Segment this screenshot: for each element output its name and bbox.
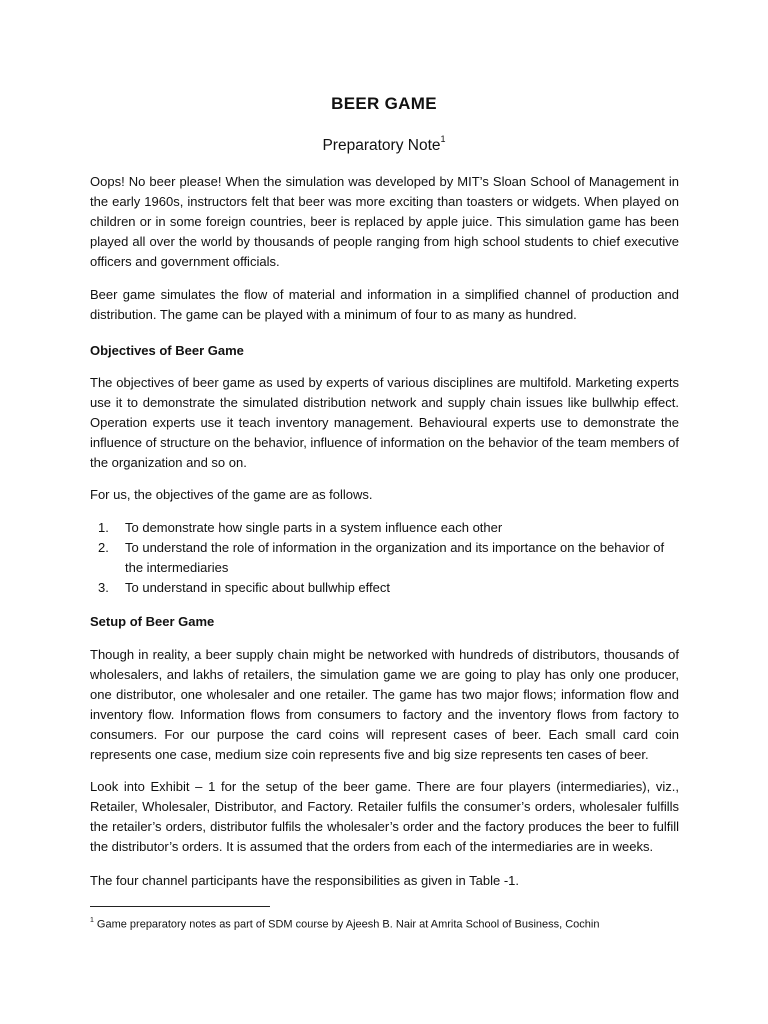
list-item [90,518,679,538]
list-item-number: 2. [98,540,109,555]
footnote-reference: 1 [440,134,446,144]
list-item [90,578,679,598]
document-title: BEER GAME [331,94,437,113]
document-subtitle [0,136,768,155]
objectives-intro-paragraph: For us, the objectives of the game are as follows. [90,487,373,502]
list-item-number: 1. [98,520,109,535]
subtitle-text: Preparatory Note [322,137,441,155]
table-reference-paragraph: The four channel participants have the responsibilities as given in Table -1. [90,873,520,888]
intro-paragraph: Oops! No beer please! When the simulation was developed by MIT’s Sloan School of Management in the early 1960s, instructors felt that beer was more exciting than toasters or widgets. When played on children or in some foreign countries, beer is replaced by apple juice. This simulation game has been played all over the world by thousands of people ranging from high school students to chief executive officers and government officials. [90,174,679,269]
exhibit-paragraph: Look into Exhibit – 1 for the setup of the beer game. There are four players (intermediaries), viz., Retailer, Wholesaler, Distributor, and Factory. Retailer fulfils the consumer’s orders, wholesaler fulfills the retailer’s orders, distributor fulfils the wholesaler’s order and the factory produces the beer to fulfill the distributor’s orders. It is assumed that the orders from each of the intermediaries are in weeks. [90,779,679,854]
list-item [90,538,679,578]
list-item-text: To understand in specific about bullwhip effect [125,580,390,595]
footnote [90,914,690,933]
list-item-number: 3. [98,580,109,595]
objectives-heading: Objectives of Beer Game [90,343,244,358]
footnote-text: Game preparatory notes as part of SDM course by Ajeesh B. Nair at Amrita School of Business, Cochin [96,918,600,931]
objectives-paragraph: The objectives of beer game as used by experts of various disciplines are multifold. Marketing experts use it to demonstrate the simulated distribution network and supply chain issues like bullwhip effect. Operation experts use it teach inventory management. Behavioural experts use to demonstrate the influence of structure on the behavior, influence of information on the behavior of the team members of the organization and so on. [90,375,679,470]
overview-paragraph: Beer game simulates the flow of material and information in a simplified channel of production and distribution. The game can be played with a minimum of four to as many as hundred. [90,287,679,322]
setup-paragraph: Though in reality, a beer supply chain might be networked with hundreds of distributors, thousands of wholesalers, and lakhs of retailers, the simulation game we are going to play has only one producer, one distributor, one wholesaler and one retailer. The game has two major flows; information flow and inventory flow. Information flows from consumers to factory and the inventory flows from factory to consumers. For our purpose the card coins will represent cases of beer. Each small card coin represents one case, medium size coin represents five and big size represents ten cases of beer. [90,647,679,762]
footnote-divider [90,906,270,907]
objectives-list [90,518,679,598]
footnote-mark: 1 [90,917,94,924]
list-item-text: To understand the role of information in the organization and its importance on the behavior of the intermediaries [125,540,665,575]
setup-heading: Setup of Beer Game [90,614,215,629]
list-item-text: To demonstrate how single parts in a system influence each other [125,520,503,535]
